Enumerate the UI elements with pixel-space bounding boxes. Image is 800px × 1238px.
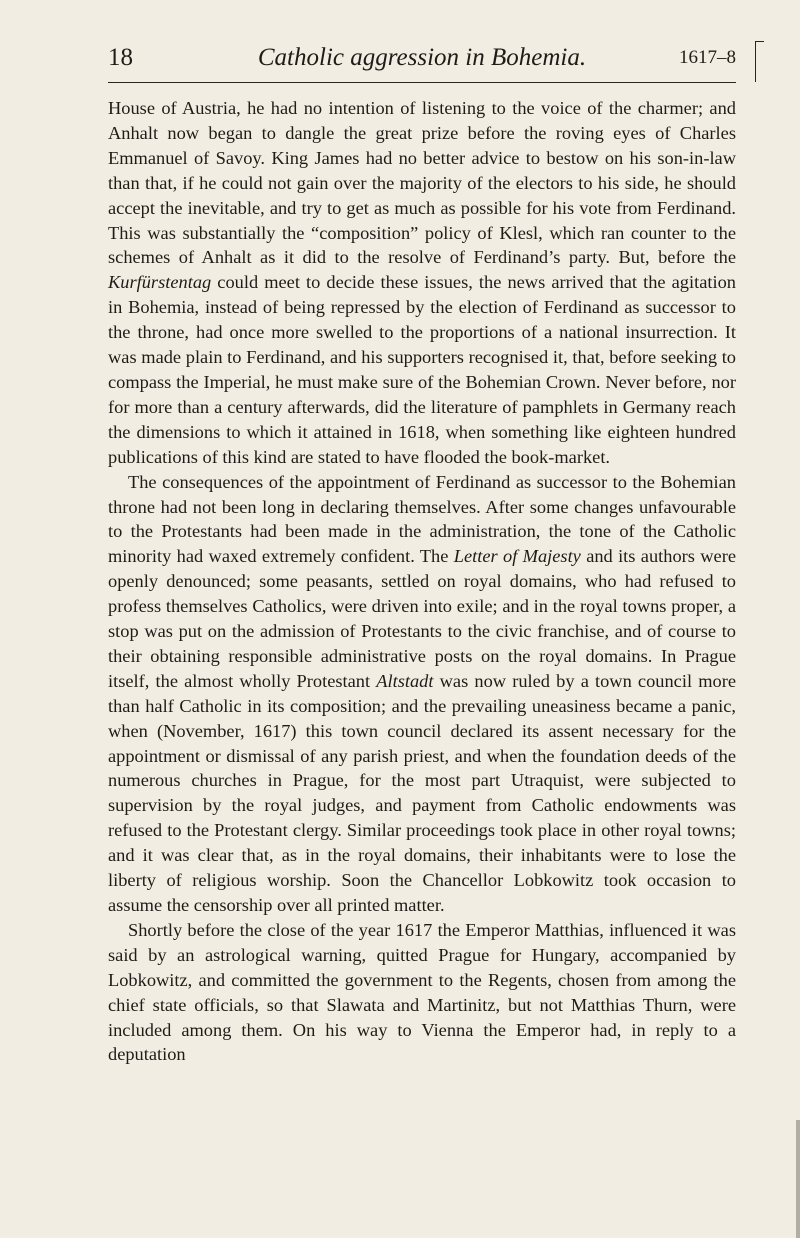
- paragraph-text: Shortly before the close of the year 1617 the Emperor Matthias, influenced it was said by an astrological warning, quitted Prague for Hungary, accompanied by Lobkowitz, and committed the government to the Regents, chosen from among the chief state officials, so that Slawata and Martinitz, but not Matthias Thurn, were included among them. On his way to Vienna the Emperor had, in reply to a deputation: [108, 919, 736, 1065]
- date-range: 1617–8: [679, 47, 736, 68]
- paragraph-2: [108, 470, 736, 918]
- paragraph-text: House of Austria, he had no intention of listening to the voice of the charmer; and Anhalt now began to dangle the great prize before the roving eyes of Charles Emmanuel of Savoy. King James had no better advice to bestow on his son-in-law than that, if he could not gain over the majority of the electors to his side, he should accept the inevitable, and try to get as much as possible for his vote from Ferdinand. This was substantially the “composition” policy of Klesl, which ran counter to the schemes of Anhalt as it did to the resolve of Ferdinand’s party. But, before the: [108, 98, 736, 268]
- paragraph-text: could meet to decide these issues, the news arrived that the agitation in Bohemia, instead of being repressed by the election of Ferdinand as successor to the throne, had once more swelled to the proportions of a national insurrection. It was made plain to Ferdinand, and his supporters recognised it, that, before seeking to compass the Imperial, he must make sure of the Bohemian Crown. Never before, nor for more than a century afterwards, did the literature of pamphlets in Germany reach the dimensions to which it attained in 1618, when something like eighteen hundred publications of this kind are stated to have flooded the book-market.: [108, 272, 736, 467]
- date-bracket: [755, 41, 764, 82]
- running-title: Catholic aggression in Bohemia.: [257, 44, 587, 71]
- paragraph-text: and its authors were openly denounced; some peasants, settled on royal domains, who had refused to profess themselves Catholics, were driven into exile; and in the royal towns proper, a stop was put on the admission of Protestants to the civic franchise, and of course to their obtaining responsible administrative posts on the royal domains. In Prague itself, the almost wholly Protestant: [108, 546, 736, 691]
- paragraph-text: The consequences of the appointment of Ferdinand as successor to the Bohemian throne had not been long in declaring themselves. After some changes unfavourable to the Protestants had been made in the administration, the tone of the Catholic minority had waxed extremely confident. The: [108, 471, 736, 567]
- body-text: [108, 96, 736, 1067]
- paragraph-3: [108, 918, 736, 1067]
- emphasis-term: Letter of Majesty: [453, 546, 581, 567]
- emphasis-term: Altstadt: [376, 670, 434, 691]
- scan-edge-mark: [796, 1120, 800, 1238]
- paragraph-text: was now ruled by a town council more than half Catholic in its composition; and the prevailing uneasiness became a panic, when (November, 1617) this town council declared its assent necessary for the appointment or dismissal of any parish priest, and when the foundation deeds of the numerous churches in Prague, for the most part Utraquist, were subjected to supervision by the royal judges, and payment from Catholic endowments was refused to the Protestant clergy. Similar proceedings took place in other royal towns; and it was clear that, as in the royal domains, their inhabitants were to lose the liberty of religious worship. Soon the Chancellor Lobkowitz took occasion to assume the censorship over all printed matter.: [108, 670, 736, 915]
- emphasis-term: Kurfürstentag: [108, 272, 212, 293]
- header-rule: [108, 82, 736, 83]
- page-header: [108, 44, 736, 80]
- page-number: 18: [108, 44, 133, 71]
- paragraph-1: [108, 96, 736, 470]
